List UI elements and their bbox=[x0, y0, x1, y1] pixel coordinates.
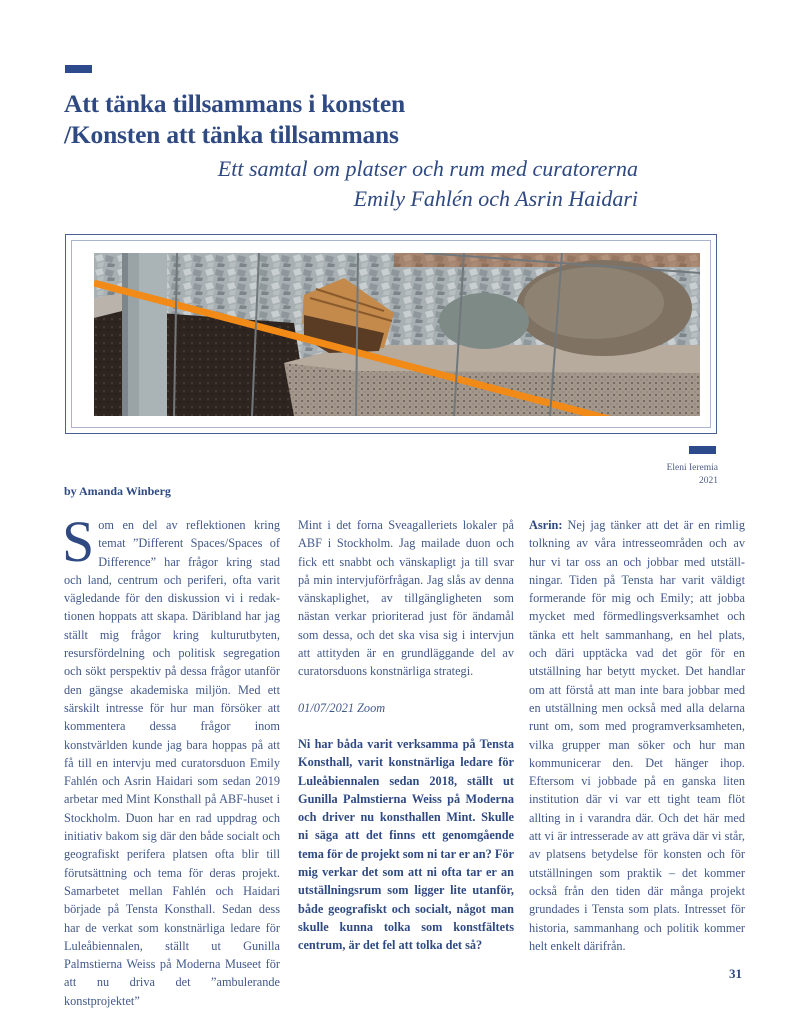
accent-bar-top bbox=[65, 65, 92, 73]
intro-continued: Mint i det forna Sveagalleriets lokaler på ABF i Stockholm. Jag mailade duon och fick ett snabbt och vänskapligt ja till svar på min intervjuförfrågan. Jag slås av denna vänskaplighet, av tillgängligheten som nästan verkar prioriterad just för ändamål som dessa, och det ska visa sig i intervjun att attityden är en grundläggande del av curatorsduons konstnärliga strategi. bbox=[298, 518, 514, 679]
subtitle-line-2: Emily Fahlén och Asrin Haidari bbox=[353, 186, 638, 211]
body-column-1 bbox=[62, 509, 280, 1010]
photo-credit-name: Eleni Ieremia bbox=[666, 463, 718, 473]
interview-answer bbox=[529, 516, 745, 955]
title-line-2: /Konsten att tänka tillsammans bbox=[64, 120, 399, 149]
title-line-1: Att tänka tillsammans i konsten bbox=[64, 89, 405, 118]
article-photo bbox=[94, 253, 700, 416]
photo-credit-year: 2021 bbox=[699, 476, 718, 486]
subtitle-line-1: Ett samtal om platser och rum med curatorerna bbox=[217, 156, 638, 181]
interview-question: Ni har båda varit verksamma på Tensta Konsthall, varit konstnärliga ledare för Luleåbiennalen sedan 2018, ställt ut Gunilla Palmstierna Weiss på Moderna och driver nu konsthallen Mint. Skulle ni säga att det finns ett genomgående tema för de projekt som ni tar er an? För mig verkar det som att ni ofta tar er an utställningsrum som ligger lite utanför, både geografiskt och socialt, något man skulle kunna tolka som konstfältets centrum, är det fel att tolka det så? bbox=[298, 736, 514, 953]
answer-text: Nej jag tänker att det är en rimlig tolkning av våra intresseområden och av hur vi tar oss an och jobbar med utställningar. Tiden på Tensta har varit väldigt formerande för mig och Emily; att jobba mycket med förmedlingsverksamhet och tänka ett helt sammanhang, en hel plats, och däri upptäcka vad det gör för en utställning har betytt mycket. Det handlar om att förstå att man inte bara jobbar med en utställning men också med alla delarna runt om, som med programverksamheten, vilka grupper man söker och hur man kommunicerar den. Det hänger ihop. Eftersom vi jobbade på en ganska liten institution där vi var ett tight team flöt allting in i varandra där. Och det här med att vi är intresserade av att gräva där vi står, av platsens betydelse för konsten och för utställningen som praktik – det kommer också från den tiden där många projekt grundades i Tensta som plats. Intresset för historia, sammanhang och politik kommer helt enkelt därifrån. bbox=[529, 518, 745, 953]
page-number: 31 bbox=[729, 966, 742, 981]
photo-illustration bbox=[94, 253, 700, 416]
drop-cap: S bbox=[62, 509, 95, 574]
speaker-label: Asrin: bbox=[529, 518, 563, 532]
article-subtitle bbox=[218, 154, 638, 214]
intro-paragraph bbox=[62, 509, 280, 1010]
article-title bbox=[64, 88, 405, 150]
interview-date: 01/07/2021 Zoom bbox=[298, 700, 386, 715]
author-byline: by Amanda Winberg bbox=[64, 484, 171, 498]
accent-bar-photo bbox=[689, 446, 716, 454]
intro-text: om en del av reflektionen kring temat ”Different Spaces/Spaces of Difference” har frågor kring stad och land, centrum och periferi, ofta varit vägledande för den diskussion vi i redaktionen hoppats att skapa. Däribland har jag ställt mig frågor kring kulturutbyten, resursfördelning och politisk segregation och sökt perspektiv på dessa frågor utanför den gängse akademiska miljön. Med ett särskilt intresse för hur man försöker att kommentera dessa frågor inom konstvärlden kunde jag bara hoppas på att få till en intervju med curatorsduon Emily Fahlén och Asrin Haidari som sedan 2019 arbetar med Mint Konsthall på ABF-huset i Stockholm. Duon har en rad uppdrag och initiativ bakom sig där den både socialt och geografiskt perifera platsen ofta blir till förutsättning och tema för deras projekt. Samarbetet mellan Fahlén och Haidari började på Tensta Konsthall. Sedan dess har de verkat som konstnärliga ledare för Luleåbiennalen, ställt ut Gunilla Palmstierna Weiss på Moderna Museet för att nu driva det ”ambulerande konstprojektet” bbox=[64, 518, 280, 1008]
photo-credit bbox=[667, 462, 718, 488]
body-column-3 bbox=[529, 516, 745, 955]
body-column-2 bbox=[298, 516, 514, 955]
